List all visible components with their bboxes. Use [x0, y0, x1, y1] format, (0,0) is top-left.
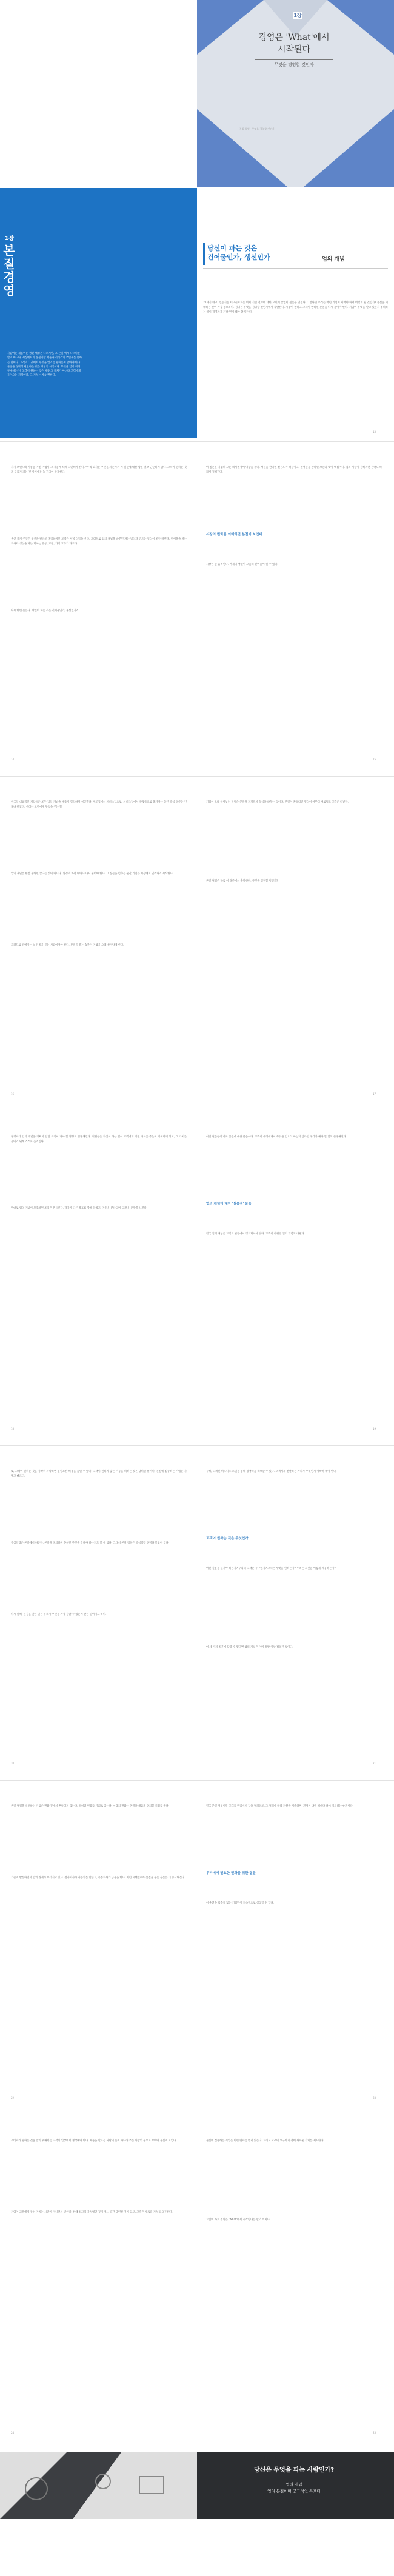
left-paragraph: 다시 한번 묻는다. 당신이 파는 것은 건어물인가, 생선인가?: [11, 609, 78, 612]
banner-illustration: [0, 2452, 197, 2519]
section-title-line1: 당신이 파는 것은: [207, 244, 258, 252]
left-page-number: 16: [11, 1092, 15, 1096]
right-paragraph: 그것이 바로 경영은 'What'에서 시작된다는 말의 의미다.: [206, 2218, 271, 2221]
cover-spread: [0, 0, 394, 187]
right-paragraph: 이 질문은 기업의 모든 의사결정에 영향을 준다. 생선을 판다면 신선도가 핵심이고, 건어물을 판다면 보관과 맛이 핵심이다. 업의 개념이 정해지면 전략도 따라서 정해진다.: [206, 466, 382, 475]
banner-subtitle-line1: 업의 개념: [285, 2482, 302, 2487]
chapter-badge: 1장: [293, 13, 302, 18]
cover-subtitle: 무엇을 경영할 것인가: [255, 59, 333, 70]
chapter-intro: 사람이든 제품이든 생긴 배경은 다르지만, 그 본질 역시 다르다는 말이 아니다. 시장에서의 본질이란 재품과 서비스의 쓰임새를 뜻하는 말이다. 고객이 그것에서 무엇을 얻기를 원하는지 알아야 한다. 본질을 정확히 판단하는 것은 경영의 시작이다. 무엇을 얻기 위해 구매하는가? 고객이 원하는 것은 제품 그 자체가 아니라 고객에게 돌아오는 가치이다. 그 가치는 계속 변한다.: [7, 352, 82, 378]
cover-title: [242, 32, 346, 56]
banner-subtitle-line2: 업의 본질이며 궁극적인 목표다: [267, 2489, 321, 2494]
left-paragraph: 기술이 발전하면서 업의 경계가 무너지고 있다. 전자회사가 자동차를 만들고, 유통회사가 금융을 한다. 이런 시대일수록 본질을 묻는 질문은 더 중요해진다.: [11, 1876, 185, 1879]
book-spread: [0, 776, 394, 1107]
book-spread: [0, 1780, 394, 2111]
section-subheading: 업의 개념에 대한 '실용적' 물음: [206, 1202, 252, 1206]
bottom-banner: [0, 2452, 394, 2519]
spread-divider: [0, 1445, 394, 1446]
cover-fine-print: 본질 경영 · 무엇을 경영할 것인가: [239, 127, 275, 130]
section-subheading: 우리에게 필요한 변화를 위한 질문: [206, 1872, 256, 1875]
left-page-number: 20: [11, 1762, 15, 1765]
spread-divider: [0, 776, 394, 777]
section-body: 21세기 테크, 인공지능 테크놀로지는 이제 기업 전략에 대한 고민에 끝없이 질문을 던진다. 그렇다면 우리는 어떤 기업이 되어야 하며 어떻게 될 것인가? 본질을 이해하는 것이 가장 중요하다. 경영은 무엇을 경영할 것인가에서 출발한다. 시장이 변하고 고객이 변하면 본질을 다시 물어야 한다. 기업이 무엇을 팔고 있는지 정의하는 일이 경영자가 가장 먼저 해야 할 일이다.: [203, 301, 388, 315]
left-paragraph: 자기 브랜드와 이름을 가진 기업이 그 제품에 대해 고민해야 한다. "우리 회사는 무엇을 파는가?" 이 질문에 대한 답은 결코 단순하지 않다. 고객이 원하는 것과 우리가 파는 것 사이에는 늘 간극이 존재한다.: [11, 466, 187, 475]
right-paragraph: 기업이 오래 살아남는 비결은 본질을 지키면서 형식을 바꾸는 것이다. 본질이 흔들리면 형식이 아무리 새로워도 고객은 떠난다.: [206, 801, 349, 804]
banner-image: [0, 2452, 197, 2519]
cover-title-line2: 시작된다: [277, 45, 311, 55]
page-number: 13: [373, 430, 376, 433]
spread-divider: [0, 1780, 394, 1781]
cover-left-blank: [0, 0, 197, 187]
banner-subtitle: [212, 2481, 376, 2495]
section-title-bar: [203, 243, 205, 265]
left-page-number: 22: [11, 2096, 15, 2099]
right-page-number: 25: [373, 2431, 376, 2434]
cover-panel: [197, 0, 394, 187]
book-spread: [0, 441, 394, 772]
left-paragraph: 생선 가게 주인은 생선을 판다고 생각하지만 고객은 저녁 식탁을 산다. 그러므로 업의 개념을 바꾸면 파는 방식과 만드는 방식이 모두 바뀐다. 건어물을 파는 회사와 생선을 파는 회사는 유통, 보관, 가격 모두가 다르다.: [11, 538, 187, 546]
left-paragraph: 업의 개념은 한번 정하면 끝나는 것이 아니다. 환경이 바뀔 때마다 다시 물어야 한다. 그 질문을 멈추는 순간 기업은 시장에서 밀려나기 시작한다.: [11, 872, 174, 875]
right-paragraph: 이 세 가지 질문에 답할 수 있다면 업의 개념은 이미 절반 이상 정리된 것이다.: [206, 1646, 293, 1649]
right-paragraph: 본질에 집중하는 기업은 이런 변화를 먼저 읽는다. 그리고 고객이 요구하기 전에 새로운 가치를 제시한다.: [206, 2139, 324, 2143]
section-subheading: 고객이 원하는 것은 무엇인가: [206, 1537, 249, 1541]
right-paragraph: 이 순환을 멈추지 않는 기업만이 지속적으로 성장할 수 있다.: [206, 1902, 274, 1905]
section-opener-page: [197, 188, 394, 438]
section-title-line2: 건어물인가, 생선인가: [207, 253, 270, 261]
left-paragraph: 소비자가 원하는 것을 알기 위해서는 고객의 입장에서 생각해야 한다. 제품을 만드는 사람의 눈이 아니라 쓰는 사람의 눈으로 보아야 본질이 보인다.: [11, 2139, 177, 2143]
left-paragraph: 그러므로 경영자는 늘 본질을 묻는 사람이어야 한다. 본질을 묻는 습관이 기업을 오래 살아남게 한다.: [11, 944, 124, 947]
left-paragraph: 본질 경영을 실천하는 기업은 변화 앞에서 흔들리지 않는다. 오히려 변화를 기회로 삼는다. 시장의 변화는 본질을 새롭게 정의할 기회를 준다.: [11, 1805, 170, 1808]
left-paragraph: 기업이 고객에게 주는 가치는 시간이 지나면서 변한다. 한때 최고의 가치였던 것이 어느 순간 당연한 것이 되고, 고객은 새로운 가치를 요구한다.: [11, 2211, 173, 2214]
section-label: 업의 개념: [322, 256, 345, 263]
right-paragraph: 이런 질문들이 바로 본질에 대한 물음이다. 고객이 우리에게서 무엇을 얻으려 하는지 안다면 우리가 해야 할 일도 분명해진다.: [206, 1136, 347, 1139]
book-spread: [0, 1111, 394, 1442]
section-subheading: 시장의 변화를 이해하면 본질이 보인다: [206, 533, 262, 537]
right-page-number: 21: [373, 1762, 376, 1765]
right-page-number: 15: [373, 758, 376, 761]
right-paragraph: 본질 경영은 바로 이 질문에서 출발한다. 무엇을 경영할 것인가?: [206, 880, 278, 883]
left-page-number: 14: [11, 758, 15, 761]
banner-title: 당신은 무엇을 파는 사람인가?: [253, 2467, 335, 2474]
left-paragraph: 반대로 업의 개념이 모호하면 조직은 흔들린다. 각자가 다른 목표를 향해 달리고, 자원은 분산되며, 고객은 혼란을 느낀다.: [11, 1207, 148, 1210]
right-page-number: 17: [373, 1092, 376, 1096]
left-page-number: 24: [11, 2431, 15, 2434]
book-spread: [0, 1445, 394, 1776]
right-paragraph: 결국 본질 경영이란 고객의 관점에서 업을 정의하고, 그 정의에 따라 자원을 배분하며, 환경이 바뀔 때마다 다시 정의하는 순환이다.: [206, 1805, 354, 1808]
chapter-label: 1장: [5, 236, 14, 242]
section-divider: [203, 268, 388, 269]
left-paragraph: 또, 고객이 원하는 것을 정확히 파악하면 불필요한 비용을 줄일 수 있다. 고객이 원하지 않는 기능을 더하는 것은 낭비일 뿐이다. 본질에 집중하는 기업은 가볍고 빠르다.: [11, 1470, 187, 1479]
left-paragraph: 다시 말해, 본질을 찾는 일은 우리가 무엇을 가장 잘할 수 있는지 찾는 일이기도 하다.: [11, 1613, 107, 1616]
left-paragraph: 핵심역량은 본질에서 나온다. 본질을 정의하지 못하면 무엇을 잘해야 하는지도 알 수 없다. 그래서 본질 경영은 핵심역량 경영과 맞닿아 있다.: [11, 1542, 170, 1545]
spread-divider: [0, 441, 394, 442]
left-paragraph: 한국의 대표적인 기업들은 모두 업의 개념을 새롭게 정의하며 성장했다. 제조업에서 서비스업으로, 서비스업에서 플랫폼으로 옮겨가는 동안 핵심 질문은 언제나 같았다. 우리는 고객에게 무엇을 주는가?: [11, 801, 187, 809]
right-paragraph: 결국 업의 개념은 고객의 관점에서 정의되어야 한다. 고객이 바뀌면 업의 개념도 바뀐다.: [206, 1233, 306, 1236]
right-page-number: 19: [373, 1427, 376, 1430]
right-paragraph: 어떤 질문을 던져야 하는가? 우리의 고객은 누구인가? 고객은 무엇을 원하는가? 우리는 그것을 어떻게 제공하는가?: [206, 1567, 336, 1570]
left-paragraph: 경영자가 업의 개념을 정확히 알면 조직이 가야 할 방향도 분명해진다. 직원들은 자신이 하는 일이 고객에게 어떤 가치를 주는지 이해하게 되고, 그 가치를 높이기 위해 스스로 움직인다.: [11, 1136, 187, 1144]
chapter-title: 본질경영: [3, 243, 15, 298]
cover-triangle-bottomleft: [197, 109, 288, 187]
right-paragraph: 시장은 늘 움직인다. 어제의 생선이 오늘의 건어물이 될 수 있다.: [206, 563, 278, 566]
chapter-opener-page: [0, 188, 197, 438]
left-page-number: 18: [11, 1427, 15, 1430]
section-title: [207, 244, 292, 262]
cover-triangle-bottomright: [303, 109, 394, 187]
book-spread: [0, 2115, 394, 2446]
right-page-number: 23: [373, 2096, 376, 2099]
cover-title-line1: 경영은 'What'에서: [258, 33, 330, 42]
cover-graphic: [197, 0, 394, 187]
right-paragraph: 구성, 고려된 비즈니스 모델을 통해 경쟁력을 확보할 수 있다. 고객에게 전달하는 가치가 무엇인지 명확히 해야 한다.: [206, 1470, 337, 1473]
